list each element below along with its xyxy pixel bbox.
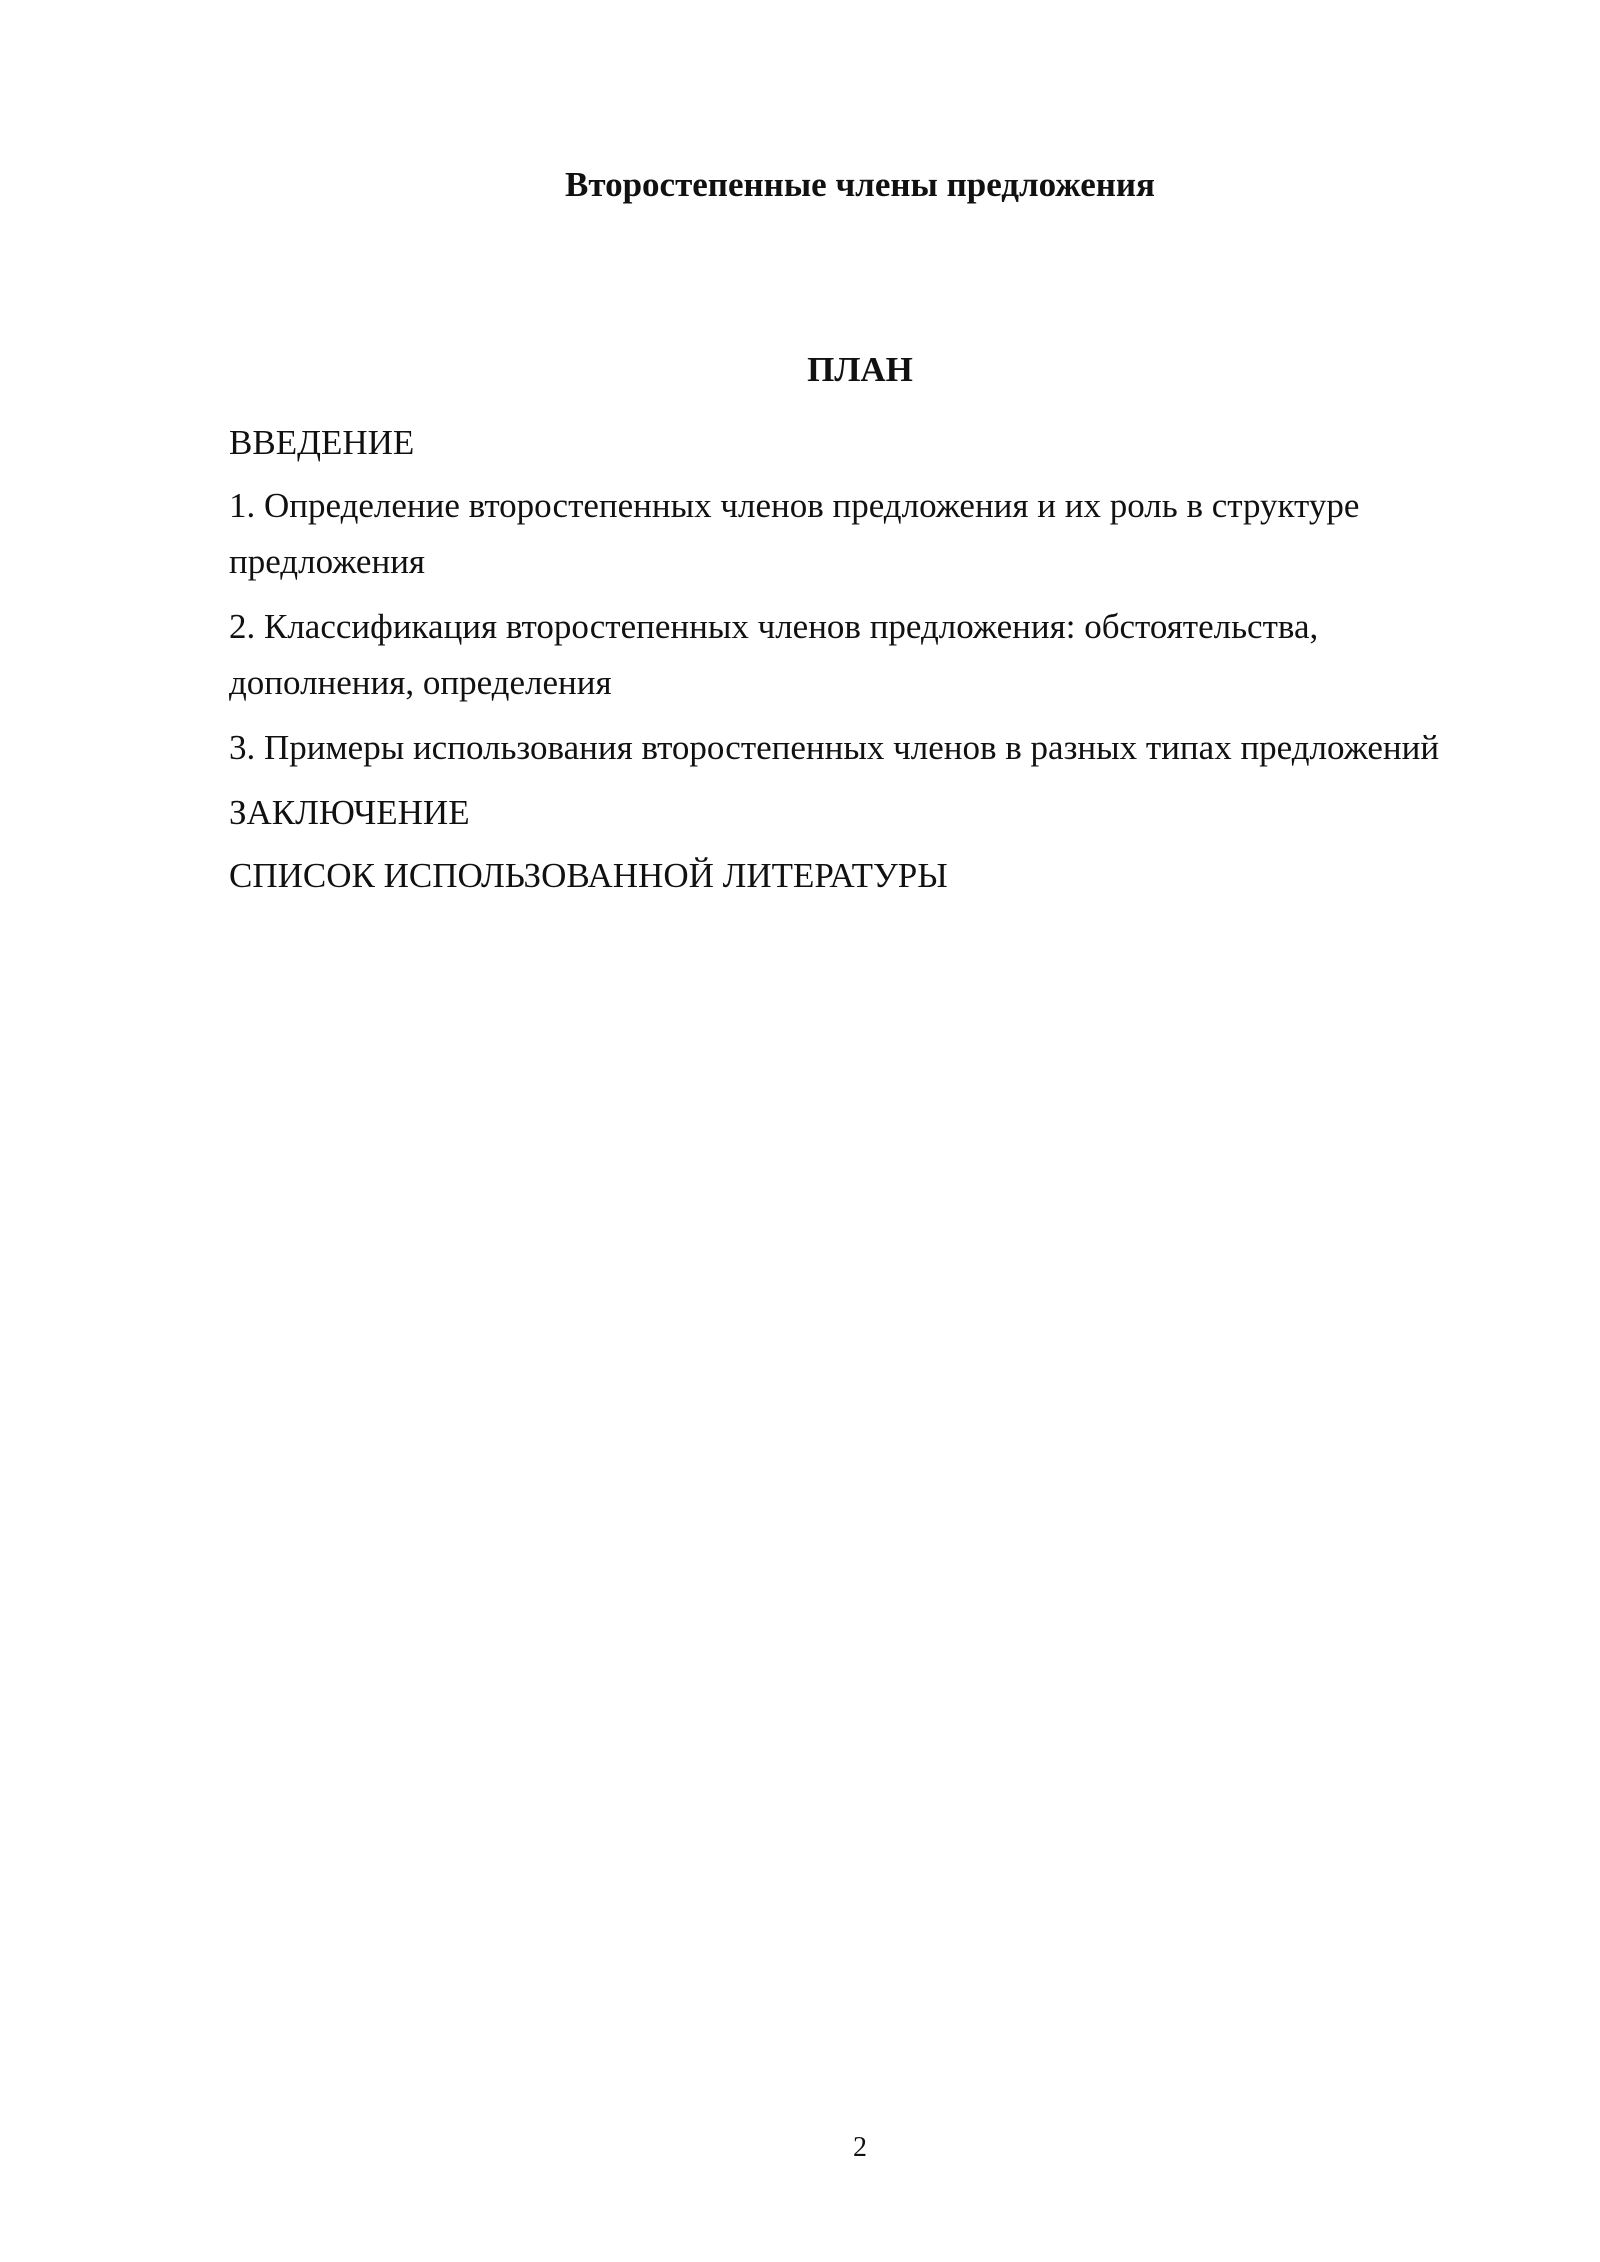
- toc-item-section-1: 1. Определение второстепенных членов предложения и их роль в структуре предложения: [229, 486, 1360, 581]
- toc-item-introduction: ВВЕДЕНИЕ: [229, 423, 415, 462]
- toc-item-conclusion: ЗАКЛЮЧЕНИЕ: [229, 793, 470, 832]
- document-title: Второстепенные члены предложения: [565, 165, 1155, 204]
- toc-item-section-2: 2. Классификация второстепенных членов предложения: обстоятельства, дополнения, определения: [229, 607, 1319, 702]
- plan-heading: ПЛАН: [807, 350, 913, 389]
- toc-item-section-3: 3. Примеры использования второстепенных членов в разных типах предложений: [229, 728, 1440, 767]
- toc-item-bibliography: СПИСОК ИСПОЛЬЗОВАННОЙ ЛИТЕРАТУРЫ: [229, 856, 948, 895]
- page-number: 2: [853, 2132, 867, 2163]
- table-of-contents: [229, 415, 1469, 913]
